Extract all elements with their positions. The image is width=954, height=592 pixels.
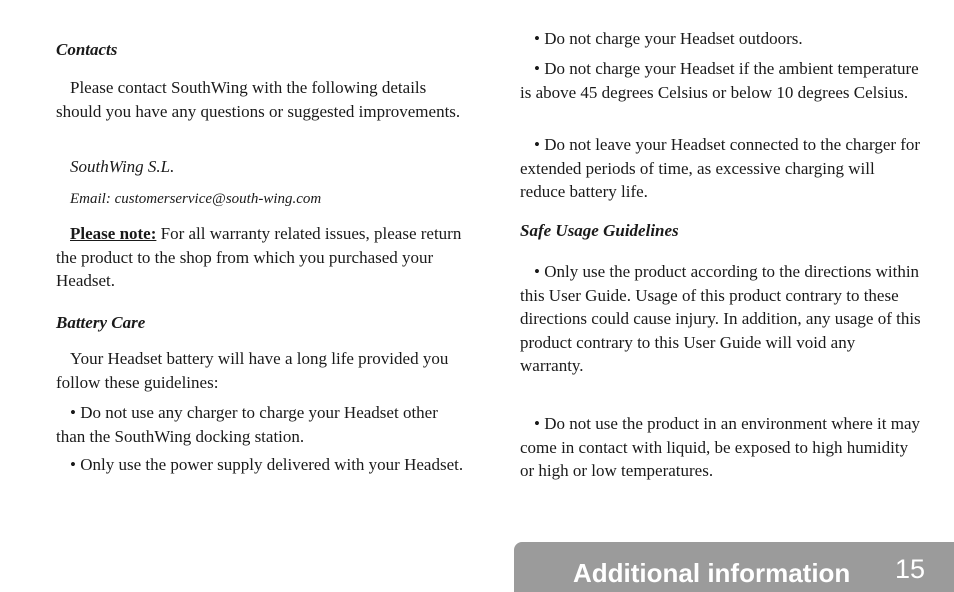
company-name: SouthWing S.L. bbox=[70, 157, 175, 176]
safe-bullet-environment: • Do not use the product in an environment where it may come in contact with liquid, be exposed to high humidity or high or low temperatures. bbox=[520, 412, 922, 483]
footer-section-title: Additional information bbox=[573, 558, 851, 588]
page-number: 15 bbox=[895, 554, 926, 584]
battery-bullet-power-supply: • Only use the power supply delivered with your Headset. bbox=[56, 453, 470, 477]
safe-bullet-directions: • Only use the product according to the directions within this User Guide. Usage of this product contrary to these directions could cause injury. In addition, any usage of this product contrary to this User Guide will void any warranty. bbox=[520, 260, 922, 378]
battery-intro: Your Headset battery will have a long life provided you follow these guidelines: bbox=[56, 349, 449, 392]
contacts-paragraph: Please contact SouthWing with the following details should you have any questions or suggested improvements. bbox=[56, 78, 461, 121]
contacts-heading: Contacts bbox=[56, 40, 118, 59]
contact-email: Email: customerservice@south-wing.com bbox=[70, 191, 322, 207]
battery-bullet-overcharge: • Do not leave your Headset connected to the charger for extended periods of time, as excessive charging will reduce battery life. bbox=[520, 133, 922, 204]
battery-bullet-temperature: • Do not charge your Headset if the ambient temperature is above 45 degrees Celsius or below 10 degrees Celsius. bbox=[520, 57, 922, 104]
battery-care-heading: Battery Care bbox=[56, 313, 146, 332]
note-label: Please note: bbox=[70, 224, 157, 243]
battery-bullet-charger: • Do not use any charger to charge your Headset other than the SouthWing docking station. bbox=[56, 401, 470, 448]
note-text: For all warranty related issues, please return the product to the shop from which you purchased your Headset. bbox=[56, 224, 462, 290]
warranty-note bbox=[56, 222, 470, 293]
footer-section-tab bbox=[514, 542, 954, 592]
battery-bullet-outdoors: • Do not charge your Headset outdoors. bbox=[520, 27, 922, 51]
safe-usage-heading: Safe Usage Guidelines bbox=[520, 221, 679, 240]
